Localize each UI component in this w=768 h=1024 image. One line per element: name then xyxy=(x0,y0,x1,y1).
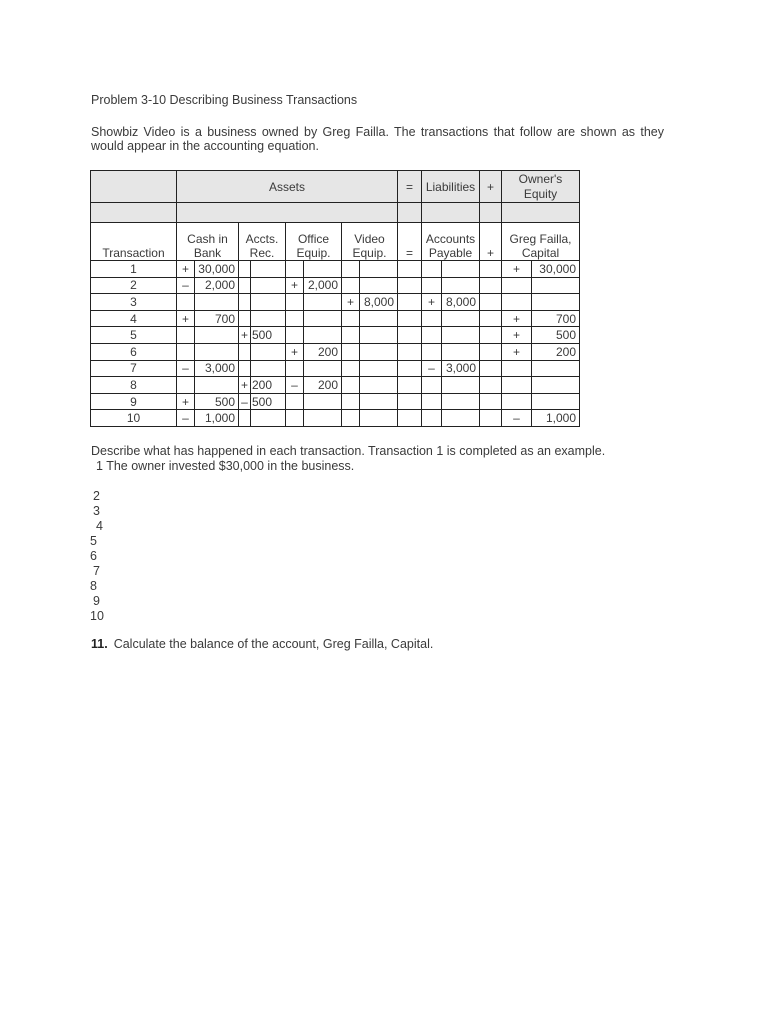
sign-cell: – xyxy=(177,360,195,377)
amount-cell xyxy=(532,393,580,410)
sign-cell xyxy=(502,294,532,311)
col-capital: Greg Failla, Capital xyxy=(502,223,580,261)
sign-cell: + xyxy=(239,327,251,344)
separator-cell xyxy=(480,277,502,294)
separator-cell xyxy=(480,327,502,344)
col-accts-rec: Accts. Rec. xyxy=(239,223,286,261)
table-row xyxy=(91,393,580,410)
describe-prompt: Describe what has happened in each transaction. Transaction 1 is completed as an example. xyxy=(91,444,606,458)
sign-cell xyxy=(422,327,442,344)
amount-cell xyxy=(195,377,239,394)
sign-cell: – xyxy=(502,410,532,427)
amount-cell: 700 xyxy=(532,310,580,327)
amount-cell xyxy=(304,393,342,410)
plus-header: + xyxy=(480,171,502,203)
sign-cell xyxy=(342,310,360,327)
sign-cell: + xyxy=(502,261,532,278)
sign-cell xyxy=(342,261,360,278)
sign-cell xyxy=(342,377,360,394)
separator-cell xyxy=(398,261,422,278)
intro-paragraph: Showbiz Video is a business owned by Greg Failla. The transactions that follow are shown as they would appear in the accounting equation. xyxy=(91,125,664,153)
sign-cell: + xyxy=(502,343,532,360)
amount-cell xyxy=(442,343,480,360)
col-video-equip: Video Equip. xyxy=(342,223,398,261)
sign-cell: – xyxy=(286,377,304,394)
sign-cell xyxy=(177,343,195,360)
problem-title: Problem 3-10 Describing Business Transactions xyxy=(91,93,358,107)
sign-cell: + xyxy=(342,294,360,311)
transaction-number: 10 xyxy=(91,410,177,427)
answer-number: 2 xyxy=(93,489,100,503)
sign-cell xyxy=(239,277,251,294)
separator-cell xyxy=(480,377,502,394)
amount-cell xyxy=(251,294,286,311)
separator-cell xyxy=(480,310,502,327)
separator-cell xyxy=(398,377,422,394)
amount-cell xyxy=(442,261,480,278)
transaction-number: 4 xyxy=(91,310,177,327)
amount-cell: 30,000 xyxy=(532,261,580,278)
sign-cell xyxy=(239,310,251,327)
amount-cell xyxy=(304,360,342,377)
amount-cell xyxy=(532,294,580,311)
amount-cell xyxy=(442,410,480,427)
answer-number: 8 xyxy=(90,579,97,593)
sign-cell xyxy=(286,393,304,410)
amount-cell xyxy=(195,343,239,360)
amount-cell xyxy=(304,410,342,427)
question-11-text: Calculate the balance of the account, Greg Failla, Capital. xyxy=(113,637,434,651)
sign-cell: + xyxy=(502,327,532,344)
separator-cell xyxy=(398,393,422,410)
sign-cell: + xyxy=(286,343,304,360)
amount-cell xyxy=(442,377,480,394)
answer-number: 10 xyxy=(90,609,104,623)
question-11 xyxy=(91,637,433,651)
separator-cell xyxy=(480,343,502,360)
sign-cell xyxy=(342,343,360,360)
sign-cell: + xyxy=(177,393,195,410)
amount-cell: 500 xyxy=(251,327,286,344)
amount-cell: 200 xyxy=(304,343,342,360)
table-row xyxy=(91,360,580,377)
sign-cell xyxy=(422,310,442,327)
amount-cell xyxy=(251,343,286,360)
sign-cell xyxy=(286,360,304,377)
col-accounts-payable: Accounts Payable xyxy=(422,223,480,261)
amount-cell: 200 xyxy=(304,377,342,394)
amount-cell xyxy=(360,310,398,327)
amount-cell: 1,000 xyxy=(532,410,580,427)
separator-cell xyxy=(398,277,422,294)
sign-cell: – xyxy=(177,410,195,427)
transaction-number: 2 xyxy=(91,277,177,294)
sign-cell xyxy=(422,377,442,394)
sign-cell: + xyxy=(177,261,195,278)
amount-cell: 30,000 xyxy=(195,261,239,278)
equals-header: = xyxy=(398,171,422,203)
amount-cell xyxy=(251,310,286,327)
amount-cell: 500 xyxy=(251,393,286,410)
amount-cell xyxy=(360,277,398,294)
separator-cell xyxy=(398,327,422,344)
sign-cell xyxy=(239,261,251,278)
sign-cell xyxy=(239,294,251,311)
amount-cell xyxy=(251,277,286,294)
amount-cell: 3,000 xyxy=(442,360,480,377)
sign-cell xyxy=(286,261,304,278)
amount-cell xyxy=(360,377,398,394)
table-row xyxy=(91,343,580,360)
sign-cell xyxy=(286,310,304,327)
sign-cell: + xyxy=(502,310,532,327)
table-row xyxy=(91,327,580,344)
sign-cell xyxy=(502,393,532,410)
amount-cell xyxy=(304,294,342,311)
transaction-number: 1 xyxy=(91,261,177,278)
sign-cell xyxy=(342,327,360,344)
amount-cell xyxy=(360,261,398,278)
answer-number: 5 xyxy=(90,534,97,548)
answer-number: 6 xyxy=(90,549,97,563)
sign-cell xyxy=(286,410,304,427)
sign-cell xyxy=(177,327,195,344)
amount-cell: 200 xyxy=(532,343,580,360)
separator-cell xyxy=(398,360,422,377)
answer-number: 3 xyxy=(93,504,100,518)
sign-cell xyxy=(422,393,442,410)
answer-number: 9 xyxy=(93,594,100,608)
sign-cell xyxy=(342,360,360,377)
col-cash-in-bank: Cash in Bank xyxy=(177,223,239,261)
table-row xyxy=(91,410,580,427)
amount-cell: 8,000 xyxy=(442,294,480,311)
sign-cell xyxy=(286,327,304,344)
amount-cell xyxy=(360,393,398,410)
separator-cell xyxy=(480,360,502,377)
amount-cell xyxy=(532,360,580,377)
separator-cell xyxy=(398,343,422,360)
transaction-number: 9 xyxy=(91,393,177,410)
sign-cell xyxy=(422,343,442,360)
sign-cell xyxy=(286,294,304,311)
amount-cell xyxy=(360,360,398,377)
sign-cell xyxy=(502,377,532,394)
separator-cell xyxy=(480,410,502,427)
answer-number: 7 xyxy=(93,564,100,578)
answer-number: 4 xyxy=(96,519,103,533)
amount-cell xyxy=(304,261,342,278)
amount-cell xyxy=(251,261,286,278)
assets-header: Assets xyxy=(177,171,398,203)
example-answer: 1 The owner invested $30,000 in the business. xyxy=(96,459,355,473)
sign-cell xyxy=(342,393,360,410)
col-office-equip: Office Equip. xyxy=(286,223,342,261)
transaction-number: 6 xyxy=(91,343,177,360)
sign-cell: – xyxy=(422,360,442,377)
amount-cell xyxy=(442,310,480,327)
table-row xyxy=(91,261,580,278)
col-transaction: Transaction xyxy=(91,223,177,261)
sign-cell xyxy=(422,410,442,427)
sign-cell xyxy=(239,360,251,377)
col-equals: = xyxy=(398,223,422,261)
transaction-number: 3 xyxy=(91,294,177,311)
amount-cell: 700 xyxy=(195,310,239,327)
sign-cell xyxy=(177,377,195,394)
amount-cell: 500 xyxy=(532,327,580,344)
amount-cell xyxy=(360,410,398,427)
accounting-equation-table xyxy=(90,170,580,427)
amount-cell xyxy=(532,377,580,394)
amount-cell: 2,000 xyxy=(304,277,342,294)
amount-cell: 1,000 xyxy=(195,410,239,427)
amount-cell xyxy=(304,310,342,327)
sign-cell xyxy=(342,410,360,427)
amount-cell xyxy=(251,360,286,377)
question-11-number: 11. xyxy=(91,637,108,651)
amount-cell xyxy=(442,327,480,344)
separator-cell xyxy=(480,393,502,410)
transaction-rows xyxy=(91,261,580,427)
amount-cell xyxy=(304,327,342,344)
transaction-number: 7 xyxy=(91,360,177,377)
amount-cell xyxy=(360,343,398,360)
transaction-number: 5 xyxy=(91,327,177,344)
blank-header-cell xyxy=(91,171,177,203)
sign-cell: + xyxy=(239,377,251,394)
separator-cell xyxy=(480,294,502,311)
group-header-row xyxy=(91,171,580,203)
amount-cell: 200 xyxy=(251,377,286,394)
col-plus: + xyxy=(480,223,502,261)
table-row xyxy=(91,310,580,327)
sign-cell: – xyxy=(239,393,251,410)
amount-cell xyxy=(195,294,239,311)
separator-cell xyxy=(398,294,422,311)
sign-cell xyxy=(422,261,442,278)
blank-shaded-row xyxy=(91,203,580,223)
table-row xyxy=(91,377,580,394)
sign-cell xyxy=(239,410,251,427)
amount-cell: 2,000 xyxy=(195,277,239,294)
separator-cell xyxy=(480,261,502,278)
answer-numbers xyxy=(90,489,104,624)
transaction-number: 8 xyxy=(91,377,177,394)
table-row xyxy=(91,277,580,294)
amount-cell xyxy=(442,393,480,410)
column-header-row xyxy=(91,223,580,261)
owners-equity-header: Owner's Equity xyxy=(502,171,580,203)
amount-cell xyxy=(442,277,480,294)
amount-cell: 3,000 xyxy=(195,360,239,377)
table-row xyxy=(91,294,580,311)
sign-cell xyxy=(239,343,251,360)
sign-cell: + xyxy=(286,277,304,294)
amount-cell: 500 xyxy=(195,393,239,410)
amount-cell xyxy=(532,277,580,294)
sign-cell xyxy=(177,294,195,311)
sign-cell xyxy=(502,360,532,377)
separator-cell xyxy=(398,410,422,427)
sign-cell: + xyxy=(177,310,195,327)
amount-cell xyxy=(251,410,286,427)
liabilities-header: Liabilities xyxy=(422,171,480,203)
sign-cell: – xyxy=(177,277,195,294)
amount-cell: 8,000 xyxy=(360,294,398,311)
sign-cell xyxy=(502,277,532,294)
amount-cell xyxy=(195,327,239,344)
amount-cell xyxy=(360,327,398,344)
separator-cell xyxy=(398,310,422,327)
sign-cell xyxy=(422,277,442,294)
sign-cell xyxy=(342,277,360,294)
sign-cell: + xyxy=(422,294,442,311)
